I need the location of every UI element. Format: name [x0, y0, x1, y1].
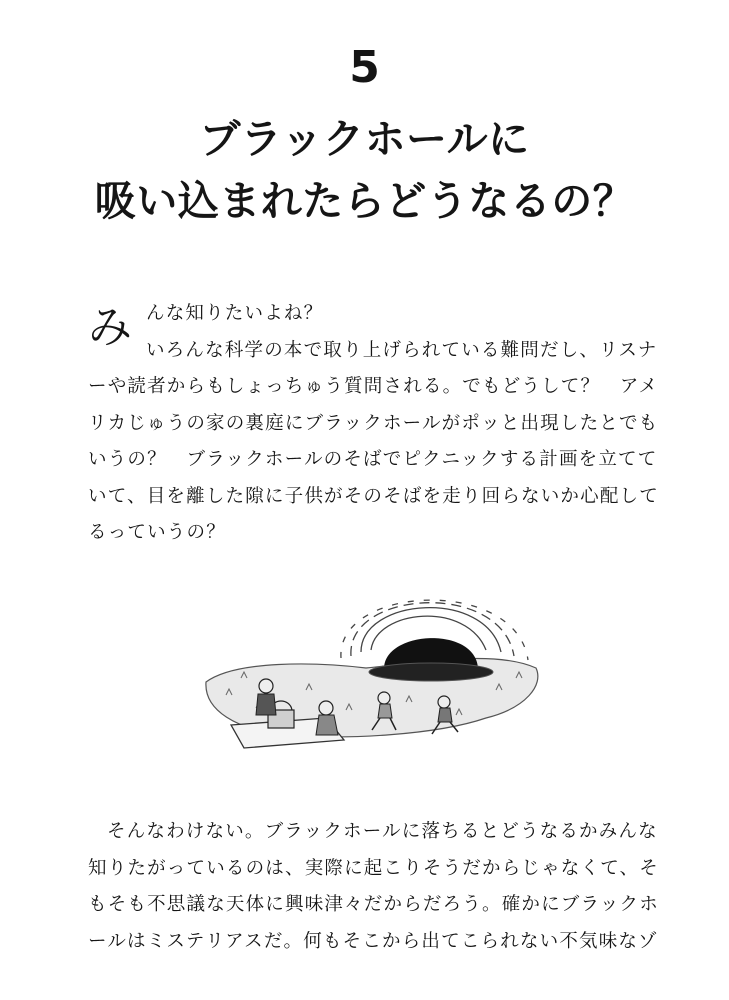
text-line: いろんな科学の本で取り上げられている難問だし、リスナ [146, 339, 658, 361]
text-line: ールはミステリアスだ。何もそこから出てこられない不気味なゾ [88, 930, 658, 952]
chapter-title [0, 108, 729, 232]
text-line: いて、目を離した隙に子供がそのそばを走り回らないか心配して [88, 485, 659, 507]
text-line: そんなわけない。ブラックホールに落ちるとどうなるかみんな [107, 821, 658, 842]
black-hole-picnic-illustration [196, 590, 546, 755]
chapter-title-line-1: ブラックホールに [199, 115, 530, 163]
text-line: るっていうの？ [88, 522, 226, 543]
text-line: リカじゅうの家の裏庭にブラックホールがポッと出現したとでも [88, 412, 659, 434]
chapter-title-line-2: 吸い込まれたらどうなるの？ [94, 177, 635, 225]
text-line: んな知りたいよね？ [146, 303, 324, 324]
second-paragraph [88, 814, 659, 960]
text-line: ーや読者からもしょっちゅう質問される。でもどうして？ アメ [88, 376, 659, 397]
chapter-number: 5 [349, 42, 380, 93]
text-line: 知りたがっているのは、実際に起こりそうだからじゃなくて、そ [88, 857, 659, 879]
text-line: もそも不思議な天体に興味津々だからだろう。確かにブラックホ [88, 894, 659, 915]
intro-paragraph [88, 296, 659, 552]
text-line: いうの？ ブラックホールのそばでピクニックする計画を立てて [88, 449, 658, 470]
drop-cap: み [88, 302, 132, 353]
